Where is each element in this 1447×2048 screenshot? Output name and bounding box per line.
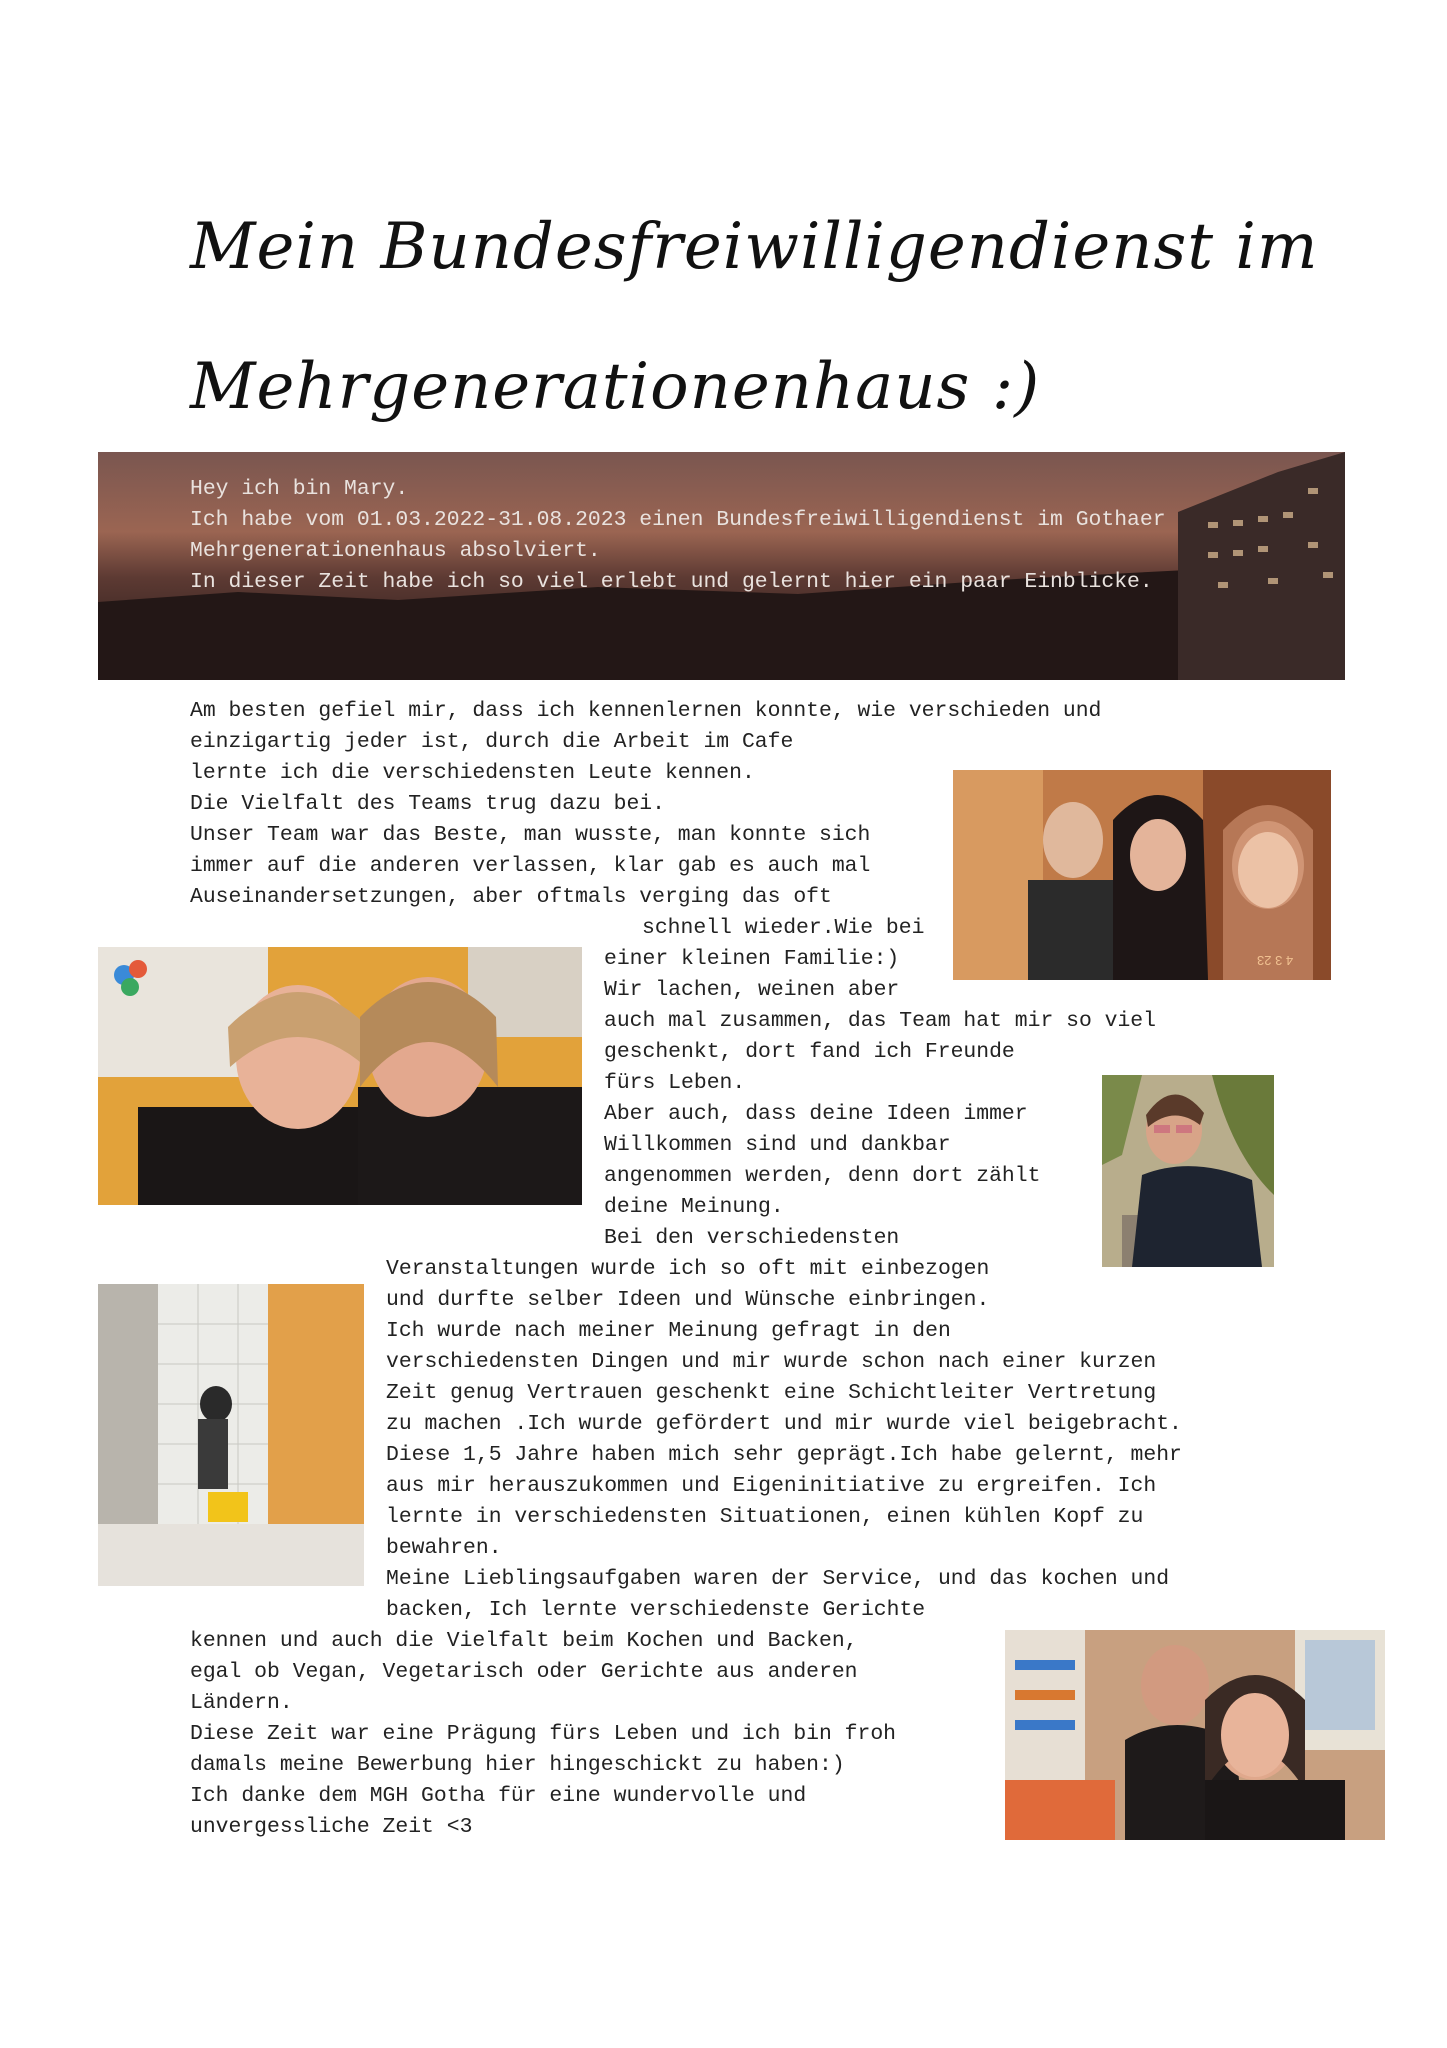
body-line-11: auch mal zusammen, das Team hat mir so viel	[604, 1009, 1156, 1033]
body-line-36: Ich danke dem MGH Gotha für eine wundervolle und	[190, 1784, 807, 1808]
body-line-16: angenommen werden, denn dort zählt	[604, 1164, 1041, 1188]
body-line-33: Ländern.	[190, 1691, 293, 1715]
body-line-37: unvergessliche Zeit <3	[190, 1815, 473, 1839]
kitchen-selfie-image	[1005, 1630, 1385, 1840]
body-line-24: zu machen .Ich wurde gefördert und mir wurde viel beigebracht.	[386, 1412, 1182, 1436]
body-line-15: Willkommen sind und dankbar	[604, 1133, 951, 1157]
two-women-image	[98, 947, 582, 1205]
bathroom-image	[98, 1284, 364, 1586]
body-line-13: fürs Leben.	[604, 1071, 746, 1095]
banner-line-1: Hey ich bin Mary.	[190, 477, 409, 501]
body-line-29: Meine Lieblingsaufgaben waren der Service, und das kochen und	[386, 1567, 1170, 1591]
photo-bathroom-work	[98, 1284, 364, 1586]
page-title-line-2: Mehrgenerationenhaus :)	[190, 350, 1041, 424]
photo-date-stamp: 4 3 23	[1256, 953, 1293, 968]
body-line-17: deine Meinung.	[604, 1195, 784, 1219]
page-title-line-1: Mein Bundesfreiwilligendienst im	[190, 210, 1319, 284]
banner-line-4: In dieser Zeit habe ich so viel erlebt und gelernt hier ein paar Einblicke.	[190, 570, 1153, 594]
body-line-30: backen, Ich lernte verschiedenste Gerichte	[386, 1598, 926, 1622]
body-line-19: Veranstaltungen wurde ich so oft mit einbezogen	[386, 1257, 990, 1281]
photo-two-women	[98, 947, 582, 1205]
body-line-9: einer kleinen Familie:)	[604, 947, 900, 971]
body-line-8: schnell wieder.Wie bei	[642, 916, 925, 940]
photo-young-man	[1102, 1075, 1274, 1267]
body-line-2: einzigartig jeder ist, durch die Arbeit im Cafe	[190, 730, 794, 754]
body-line-34: Diese Zeit war eine Prägung fürs Leben und ich bin froh	[190, 1722, 897, 1746]
body-line-1: Am besten gefiel mir, dass ich kennenlernen konnte, wie verschieden und	[190, 699, 1102, 723]
photo-kitchen-selfie	[1005, 1630, 1385, 1840]
body-line-35: damals meine Bewerbung hier hingeschickt zu haben:)	[190, 1753, 845, 1777]
body-line-3: lernte ich die verschiedensten Leute kennen.	[190, 761, 755, 785]
body-line-20: und durfte selber Ideen und Wünsche einbringen.	[386, 1288, 990, 1312]
body-line-26: aus mir herauszukommen und Eigeninitiative zu ergreifen. Ich	[386, 1474, 1157, 1498]
body-line-28: bewahren.	[386, 1536, 502, 1560]
body-line-22: verschiedensten Dingen und mir wurde schon nach einer kurzen	[386, 1350, 1157, 1374]
body-line-6: immer auf die anderen verlassen, klar gab es auch mal	[190, 854, 871, 878]
body-line-32: egal ob Vegan, Vegetarisch oder Gerichte aus anderen	[190, 1660, 858, 1684]
body-line-5: Unser Team war das Beste, man wusste, man konnte sich	[190, 823, 871, 847]
body-line-14: Aber auch, dass deine Ideen immer	[604, 1102, 1028, 1126]
team-selfie-image	[953, 770, 1331, 980]
body-line-12: geschenkt, dort fand ich Freunde	[604, 1040, 1015, 1064]
intro-banner	[98, 452, 1345, 680]
banner-line-2: Ich habe vom 01.03.2022-31.08.2023 einen Bundesfreiwilligendienst im Gothaer	[190, 508, 1166, 532]
body-line-18: Bei den verschiedensten	[604, 1226, 900, 1250]
body-line-4: Die Vielfalt des Teams trug dazu bei.	[190, 792, 665, 816]
body-line-23: Zeit genug Vertrauen geschenkt eine Schichtleiter Vertretung	[386, 1381, 1157, 1405]
body-line-27: lernte in verschiedensten Situationen, einen kühlen Kopf zu	[386, 1505, 1144, 1529]
body-line-31: kennen und auch die Vielfalt beim Kochen und Backen,	[190, 1629, 858, 1653]
banner-line-3: Mehrgenerationenhaus absolviert.	[190, 539, 601, 563]
body-line-7: Auseinandersetzungen, aber oftmals verging das oft	[190, 885, 832, 909]
photo-team-selfie	[953, 770, 1331, 980]
body-line-21: Ich wurde nach meiner Meinung gefragt in den	[386, 1319, 951, 1343]
body-line-10: Wir lachen, weinen aber	[604, 978, 900, 1002]
body-line-25: Diese 1,5 Jahre haben mich sehr geprägt.Ich habe gelernt, mehr	[386, 1443, 1182, 1467]
young-man-image	[1102, 1075, 1274, 1267]
